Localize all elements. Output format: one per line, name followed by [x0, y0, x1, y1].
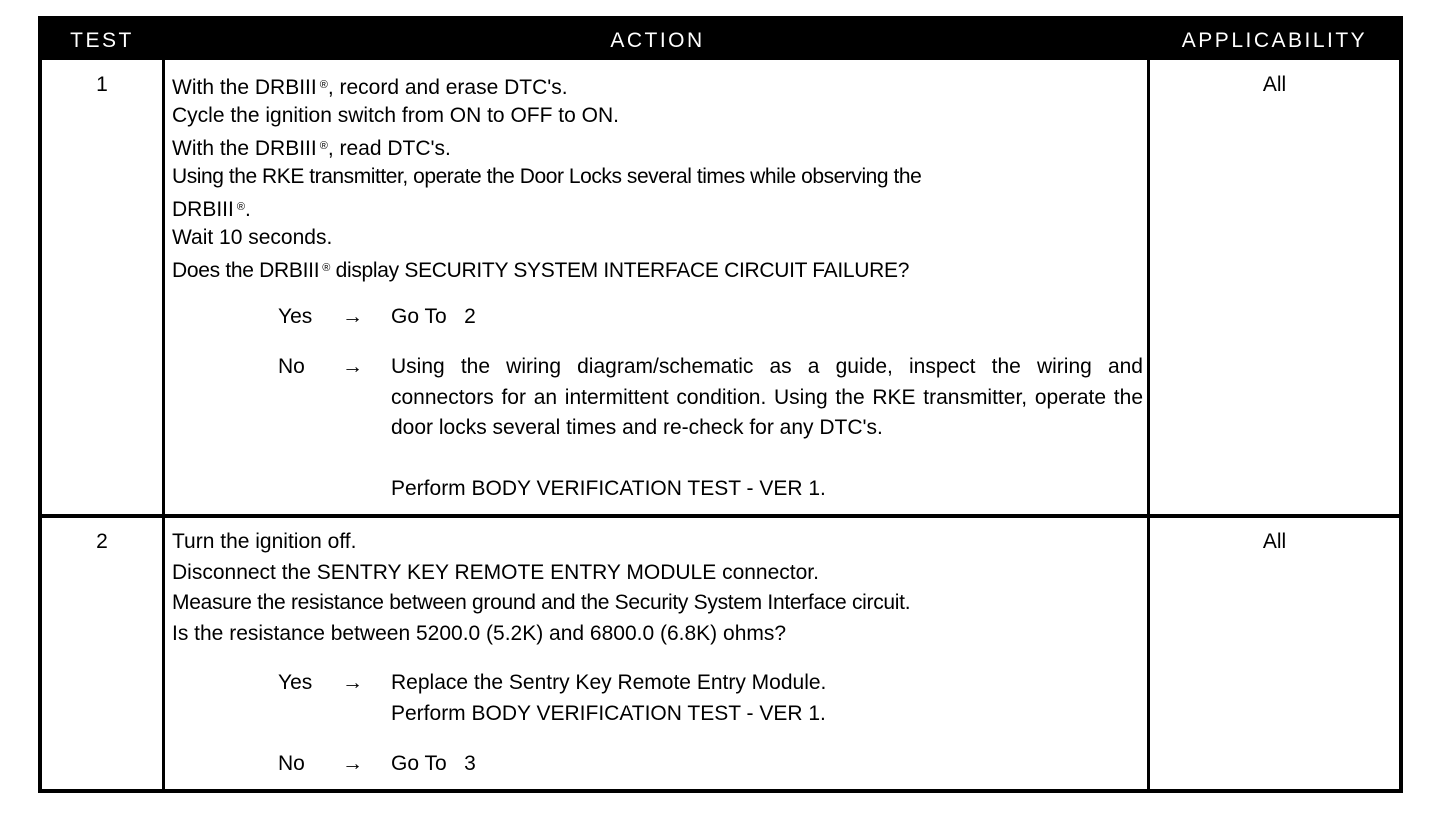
row-divider — [42, 514, 1399, 518]
action-step: Measure the resistance between ground and the Security System Interface circuit. — [172, 591, 911, 614]
yes-label: Yes — [278, 305, 313, 328]
arrow-icon: → — [342, 305, 363, 328]
registered-mark: ® — [236, 201, 245, 213]
no-action: Go To 3 — [391, 752, 476, 775]
diagnostic-table — [38, 16, 1403, 793]
no-label: No — [278, 752, 305, 775]
yes-action: Replace the Sentry Key Remote Entry Module. — [391, 671, 827, 694]
action-step: Using the RKE transmitter, operate the Door Locks several times while observing the — [172, 164, 922, 188]
header-applicability: APPLICABILITY — [1181, 29, 1368, 52]
column-divider-action — [1147, 60, 1150, 789]
no-branch — [172, 352, 1147, 507]
action-steps — [172, 70, 1147, 284]
action-step: Disconnect the SENTRY KEY REMOTE ENTRY MODULE connector. — [172, 560, 819, 584]
test-number: 2 — [96, 530, 108, 553]
yes-label: Yes — [278, 671, 313, 694]
action-step: Cycle the ignition switch from ON to OFF to ON. — [172, 103, 619, 127]
arrow-icon: → — [342, 671, 363, 694]
yes-action-verify: Perform BODY VERIFICATION TEST - VER 1. — [391, 701, 826, 725]
registered-mark: ® — [319, 140, 328, 152]
action-step: Does the DRBIII ® display SECURITY SYSTEM INTERFACE CIRCUIT FAILURE? — [172, 259, 910, 282]
action-steps — [172, 527, 1147, 649]
yes-action: Go To 2 — [391, 305, 476, 328]
table-header — [42, 20, 1399, 60]
yes-branch — [172, 302, 1147, 334]
yes-branch — [172, 668, 1147, 730]
action-step: With the DRBIII ®, read DTC's. — [172, 137, 451, 160]
action-step: With the DRBIII ®, record and erase DTC's. — [172, 76, 568, 99]
action-step: Turn the ignition off. — [172, 530, 357, 553]
no-label: No — [278, 355, 305, 378]
action-step: Wait 10 seconds. — [172, 225, 333, 249]
no-action-verify: Perform BODY VERIFICATION TEST - VER 1. — [391, 477, 826, 500]
test-number: 1 — [96, 73, 108, 96]
arrow-icon: → — [342, 355, 363, 378]
header-action: ACTION — [610, 29, 705, 52]
applicability-value: All — [1262, 73, 1287, 96]
action-step: Is the resistance between 5200.0 (5.2K) and 6800.0 (6.8K) ohms? — [172, 621, 787, 645]
no-action: Using the wiring diagram/schematic as a guide, inspect the wiring and connectors for an intermittent condition. Using the RKE transmitter, operate the door locks several times and re-check for any DTC's. — [391, 355, 1143, 439]
arrow-icon: → — [342, 752, 363, 775]
action-step: DRBIII ®. — [172, 198, 251, 221]
registered-mark: ® — [322, 262, 331, 274]
no-branch — [172, 749, 1147, 781]
column-divider-test — [162, 60, 165, 789]
registered-mark: ® — [319, 79, 328, 91]
header-test: TEST — [70, 29, 134, 52]
applicability-value: All — [1262, 530, 1287, 553]
